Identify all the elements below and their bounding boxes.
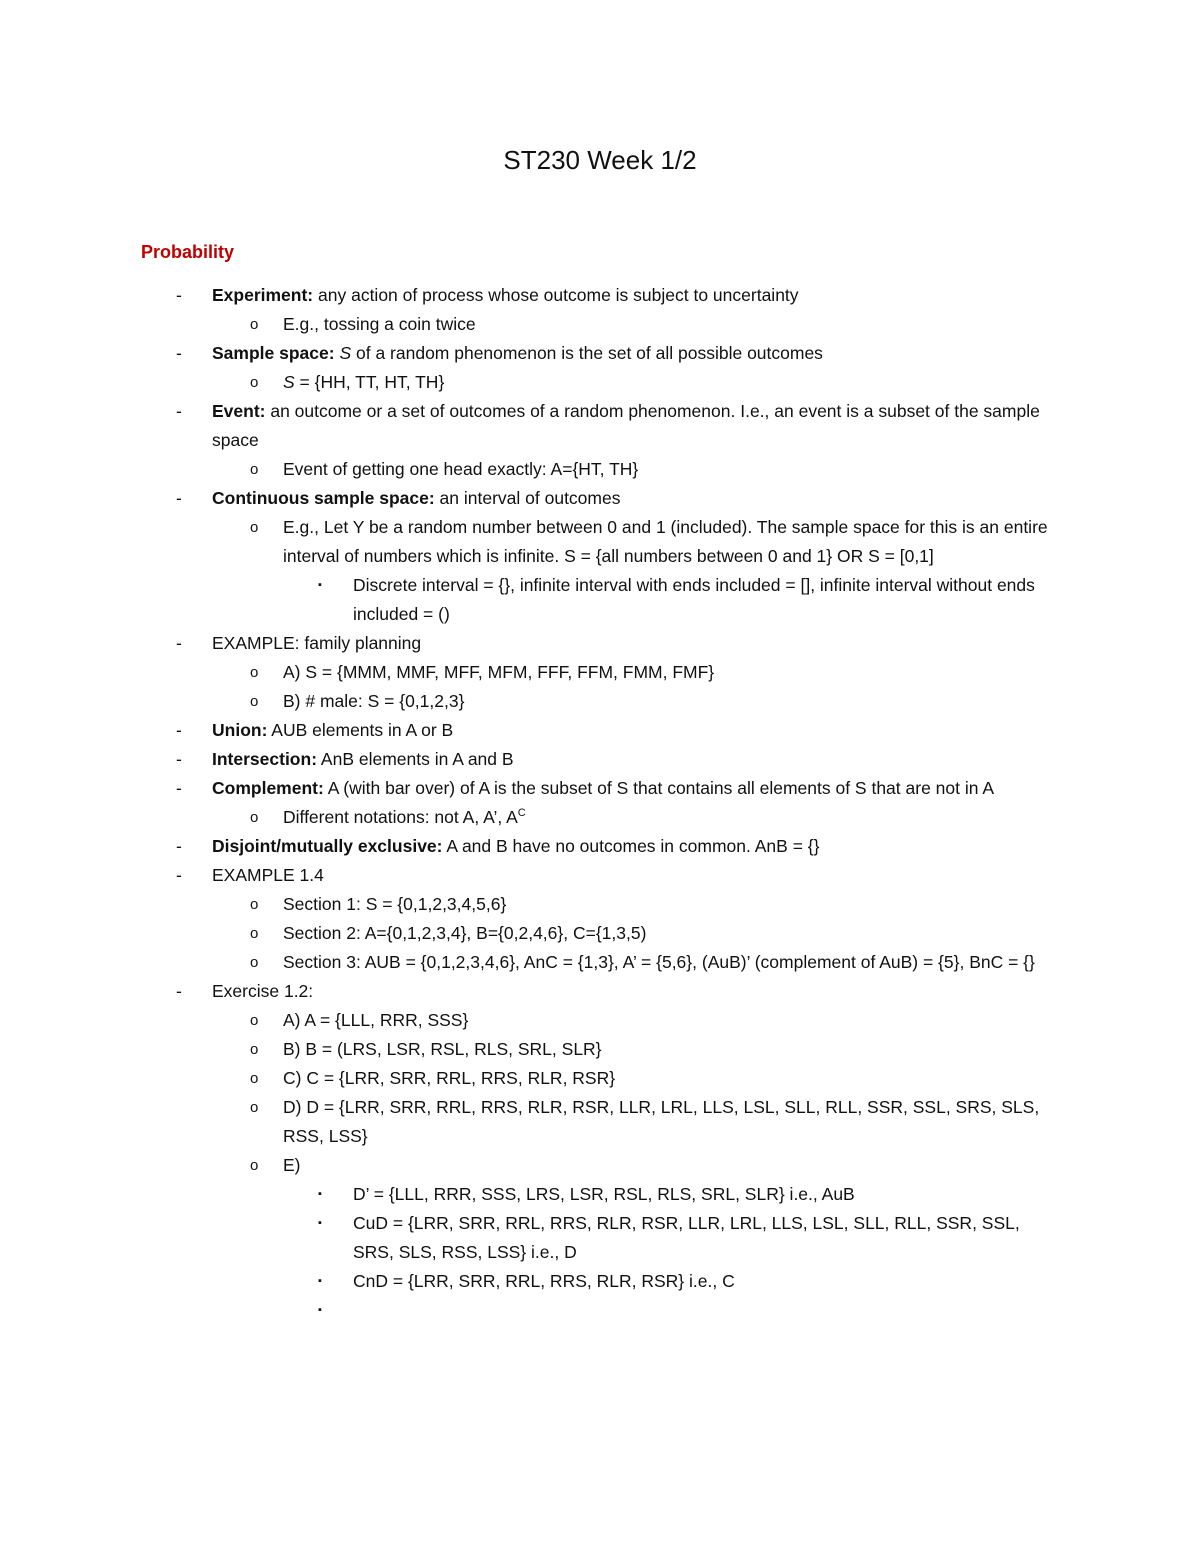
item-text: E.g., tossing a coin twice xyxy=(283,314,476,334)
list-item-intersection xyxy=(0,745,1200,774)
list-item xyxy=(0,1006,1200,1035)
list-item xyxy=(0,455,1200,484)
list-item xyxy=(0,1267,1200,1296)
circle-bullet: o xyxy=(250,1041,259,1058)
term-label: Event: xyxy=(212,401,266,421)
list-item-experiment xyxy=(0,281,1200,310)
circle-bullet: o xyxy=(250,925,259,942)
dash-bullet: - xyxy=(176,836,182,856)
item-text: CuD = {LRR, SRR, RRL, RRS, RLR, RSR, LLR, LRL, LLS, LSL, SLL, RLL, SSR, SSL, SRS, SLS, RSS, LSS} i.e., D xyxy=(353,1213,1020,1262)
superscript: C xyxy=(517,807,526,820)
list-item xyxy=(0,1035,1200,1064)
term-label: Union: xyxy=(212,720,268,740)
item-text: E.g., Let Y be a random number between 0 and 1 (included). The sample space for this is an entire interval of numbers which is infinite. S = {all numbers between 0 and 1} OR S = [0,1] xyxy=(283,517,1048,566)
dash-bullet: - xyxy=(176,633,182,653)
item-text: Different notations: not A, A’, A xyxy=(283,807,518,827)
list-item xyxy=(0,1093,1200,1151)
item-text: CnD = {LRR, SRR, RRL, RRS, RLR, RSR} i.e., C xyxy=(353,1271,735,1291)
item-text: C) C = {LRR, SRR, RRL, RRS, RLR, RSR} xyxy=(283,1068,616,1088)
term-definition: of a random phenomenon is the set of all possible outcomes xyxy=(351,343,823,363)
list-item xyxy=(0,803,1200,832)
list-item-disjoint xyxy=(0,832,1200,861)
term-definition: A and B have no outcomes in common. AnB = {} xyxy=(442,836,820,856)
page-title: ST230 Week 1/2 xyxy=(503,145,697,175)
circle-bullet: o xyxy=(250,1012,259,1029)
circle-bullet: o xyxy=(250,1157,259,1174)
list-item-sample-space xyxy=(0,339,1200,368)
term-label: Disjoint/mutually exclusive: xyxy=(212,836,443,856)
dash-bullet: - xyxy=(176,981,182,1001)
term-label: Experiment: xyxy=(212,285,314,305)
circle-bullet: o xyxy=(250,519,259,536)
item-text: Event of getting one head exactly: A={HT, TH} xyxy=(283,459,639,479)
item-text: EXAMPLE 1.4 xyxy=(212,865,324,885)
item-text: A) S = {MMM, MMF, MFF, MFM, FFF, FFM, FMM, FMF} xyxy=(283,662,715,682)
list-item xyxy=(0,658,1200,687)
list-item-union xyxy=(0,716,1200,745)
dash-bullet: - xyxy=(176,720,182,740)
list-item xyxy=(0,687,1200,716)
item-text xyxy=(353,1300,358,1320)
list-item xyxy=(0,1209,1200,1267)
item-text: B) # male: S = {0,1,2,3} xyxy=(283,691,465,711)
circle-bullet: o xyxy=(250,316,259,333)
dash-bullet: - xyxy=(176,285,182,305)
circle-bullet: o xyxy=(250,1099,259,1116)
list-item-exercise-1-2 xyxy=(0,977,1200,1006)
term-definition: A (with bar over) of A is the subset of S that contains all elements of S that are not in A xyxy=(323,778,995,798)
list-item xyxy=(0,1151,1200,1180)
list-item xyxy=(0,571,1200,629)
math-symbol: S xyxy=(339,343,352,363)
term-label: Intersection: xyxy=(212,749,318,769)
list-item xyxy=(0,919,1200,948)
list-item xyxy=(0,890,1200,919)
square-bullet: ▪ xyxy=(318,579,322,591)
item-text: Exercise 1.2: xyxy=(212,981,314,1001)
list-item-example-1-4 xyxy=(0,861,1200,890)
section-heading: Probability xyxy=(141,242,235,262)
term-definition: AnB elements in A and B xyxy=(317,749,514,769)
term-label: Complement: xyxy=(212,778,324,798)
list-item-family xyxy=(0,629,1200,658)
list-item xyxy=(0,310,1200,339)
math-symbol: S xyxy=(283,372,295,392)
list-item xyxy=(0,368,1200,397)
term-definition: an interval of outcomes xyxy=(434,488,621,508)
item-text: E) xyxy=(283,1155,301,1175)
circle-bullet: o xyxy=(250,693,259,710)
circle-bullet: o xyxy=(250,1070,259,1087)
square-bullet: ▪ xyxy=(318,1275,322,1287)
item-text: = {HH, TT, HT, TH} xyxy=(294,372,445,392)
circle-bullet: o xyxy=(250,461,259,478)
circle-bullet: o xyxy=(250,954,259,971)
square-bullet: ▪ xyxy=(318,1217,322,1229)
item-text: Section 1: S = {0,1,2,3,4,5,6} xyxy=(283,894,507,914)
item-text: Discrete interval = {}, infinite interval with ends included = [], infinite interval without ends included = () xyxy=(353,575,1035,624)
item-text: D) D = {LRR, SRR, RRL, RRS, RLR, RSR, LLR, LRL, LLS, LSL, SLL, RLL, SSR, SSL, SRS, SLS, RSS, LSS} xyxy=(283,1097,1040,1146)
circle-bullet: o xyxy=(250,664,259,681)
list-item xyxy=(0,948,1200,977)
item-text: Section 3: AUB = {0,1,2,3,4,6}, AnC = {1,3}, A’ = {5,6}, (AuB)’ (complement of AuB) = {5}, BnC = {} xyxy=(283,952,1035,972)
dash-bullet: - xyxy=(176,488,182,508)
circle-bullet: o xyxy=(250,374,259,391)
dash-bullet: - xyxy=(176,865,182,885)
list-item xyxy=(0,1180,1200,1209)
dash-bullet: - xyxy=(176,749,182,769)
term-definition: any action of process whose outcome is subject to uncertainty xyxy=(313,285,799,305)
item-text: B) B = (LRS, LSR, RSL, RLS, SRL, SLR} xyxy=(283,1039,602,1059)
item-text: Section 2: A={0,1,2,3,4}, B={0,2,4,6}, C={1,3,5) xyxy=(283,923,647,943)
dash-bullet: - xyxy=(176,778,182,798)
circle-bullet: o xyxy=(250,809,259,826)
item-text: D’ = {LLL, RRR, SSS, LRS, LSR, RSL, RLS, SRL, SLR} i.e., AuB xyxy=(353,1184,855,1204)
dash-bullet: - xyxy=(176,343,182,363)
term-definition: AUB elements in A or B xyxy=(267,720,454,740)
list-item xyxy=(0,513,1200,571)
term-label: Continuous sample space: xyxy=(212,488,435,508)
list-item-continuous xyxy=(0,484,1200,513)
list-item-event xyxy=(0,397,1200,455)
circle-bullet: o xyxy=(250,896,259,913)
square-bullet: ▪ xyxy=(318,1304,322,1316)
term-definition: an outcome or a set of outcomes of a random phenomenon. I.e., an event is a subset of the sample space xyxy=(212,401,1040,450)
list-item xyxy=(0,1064,1200,1093)
dash-bullet: - xyxy=(176,401,182,421)
term-label: Sample space: xyxy=(212,343,335,363)
square-bullet: ▪ xyxy=(318,1188,322,1200)
notes-list xyxy=(0,281,1200,1325)
item-text: A) A = {LLL, RRR, SSS} xyxy=(283,1010,469,1030)
list-item-complement xyxy=(0,774,1200,803)
list-item-empty xyxy=(0,1296,1200,1325)
item-text: EXAMPLE: family planning xyxy=(212,633,422,653)
